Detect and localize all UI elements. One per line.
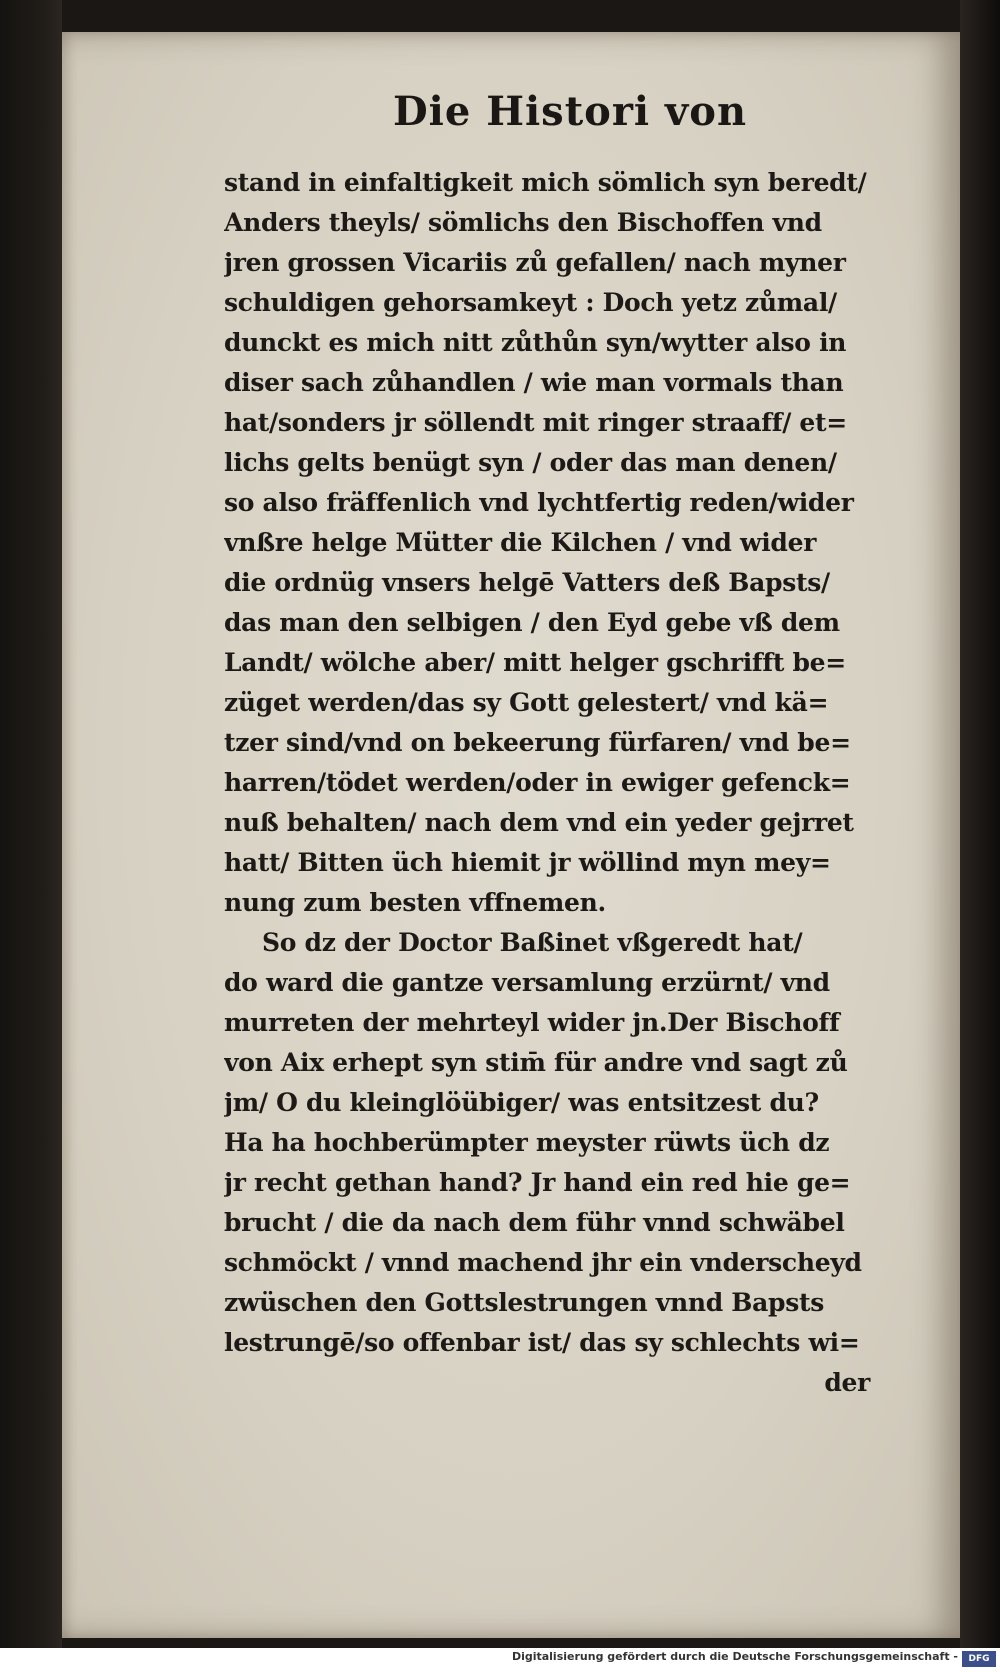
book-fore-edge	[960, 0, 1000, 1672]
text-line: jm/ O du kleinglöübiger/ was entsitzest du?	[224, 1088, 819, 1117]
text-line: nung zum besten vffnemen.	[224, 888, 606, 917]
text-line: hat/sonders jr söllendt mit ringer straaff/ et=	[224, 408, 847, 437]
digitization-footer	[0, 1648, 1000, 1672]
book-binding-edge	[0, 0, 62, 1672]
text-line: do ward die gantze versamlung erzürnt/ vnd	[224, 968, 830, 997]
body-text	[224, 163, 924, 1403]
text-line: Ha ha hochberümpter meyster rüwts üch dz	[224, 1128, 830, 1157]
text-line: jren grossen Vicariis zů gefallen/ nach myner	[224, 248, 846, 277]
running-head: Die Histori von	[392, 88, 748, 135]
text-line: jr recht gethan hand? Jr hand ein red hie ge=	[224, 1168, 851, 1197]
text-line: lichs gelts benügt syn / oder das man denen/	[224, 448, 837, 477]
text-line: schuldigen gehorsamkeyt : Doch yetz zůmal/	[224, 288, 837, 317]
dfg-logo: DFG	[962, 1651, 996, 1667]
text-line: diser sach zůhandlen / wie man vormals than	[224, 368, 844, 397]
text-line: murreten der mehrteyl wider jn.Der Bischoff	[224, 1008, 840, 1037]
text-line: das man den selbigen / den Eyd gebe vß dem	[224, 608, 840, 637]
text-line: hatt/ Bitten üch hiemit jr wöllind myn mey=	[224, 848, 831, 877]
text-line: dunckt es mich nitt zůthůn syn/wytter also in	[224, 328, 847, 357]
text-line: vnßre helge Mütter die Kilchen / vnd wider	[224, 528, 817, 557]
funding-credit: Digitalisierung gefördert durch die Deutsche Forschungsgemeinschaft -	[511, 1650, 958, 1663]
text-line: zwüschen den Gottslestrungen vnnd Bapsts	[224, 1288, 824, 1317]
text-line: stand in einfaltigkeit mich sömlich syn beredt/	[224, 168, 867, 197]
text-line: Anders theyls/ sömlichs den Bischoffen vnd	[224, 208, 822, 237]
text-line: so also fräffenlich vnd lychtfertig reden/wider	[224, 488, 854, 517]
text-line: von Aix erhept syn stim̄ für andre vnd sagt zů	[224, 1048, 848, 1077]
text-line: lestrungē/so offenbar ist/ das sy schlechts wi=	[224, 1328, 860, 1357]
text-line: die ordnüg vnsers helgē Vatters deß Bapsts/	[224, 568, 830, 597]
text-line: tzer sind/vnd on bekeerung fürfaren/ vnd be=	[224, 728, 851, 757]
text-line: harren/tödet werden/oder in ewiger gefenck=	[224, 768, 851, 797]
text-line: schmöckt / vnnd machend jhr ein vnderscheyd	[224, 1248, 862, 1277]
catchword: der	[824, 1368, 870, 1397]
text-line: Landt/ wölche aber/ mitt helger gschrifft be=	[224, 648, 846, 677]
text-line: brucht / die da nach dem führ vnnd schwäbel	[224, 1208, 845, 1237]
text-line: züget werden/das sy Gott gelestert/ vnd kä=	[224, 688, 829, 717]
text-line-paragraph-start: So dz der Doctor Baßinet vßgeredt hat/	[262, 928, 803, 957]
text-line: nuß behalten/ nach dem vnd ein yeder gejrret	[224, 808, 854, 837]
